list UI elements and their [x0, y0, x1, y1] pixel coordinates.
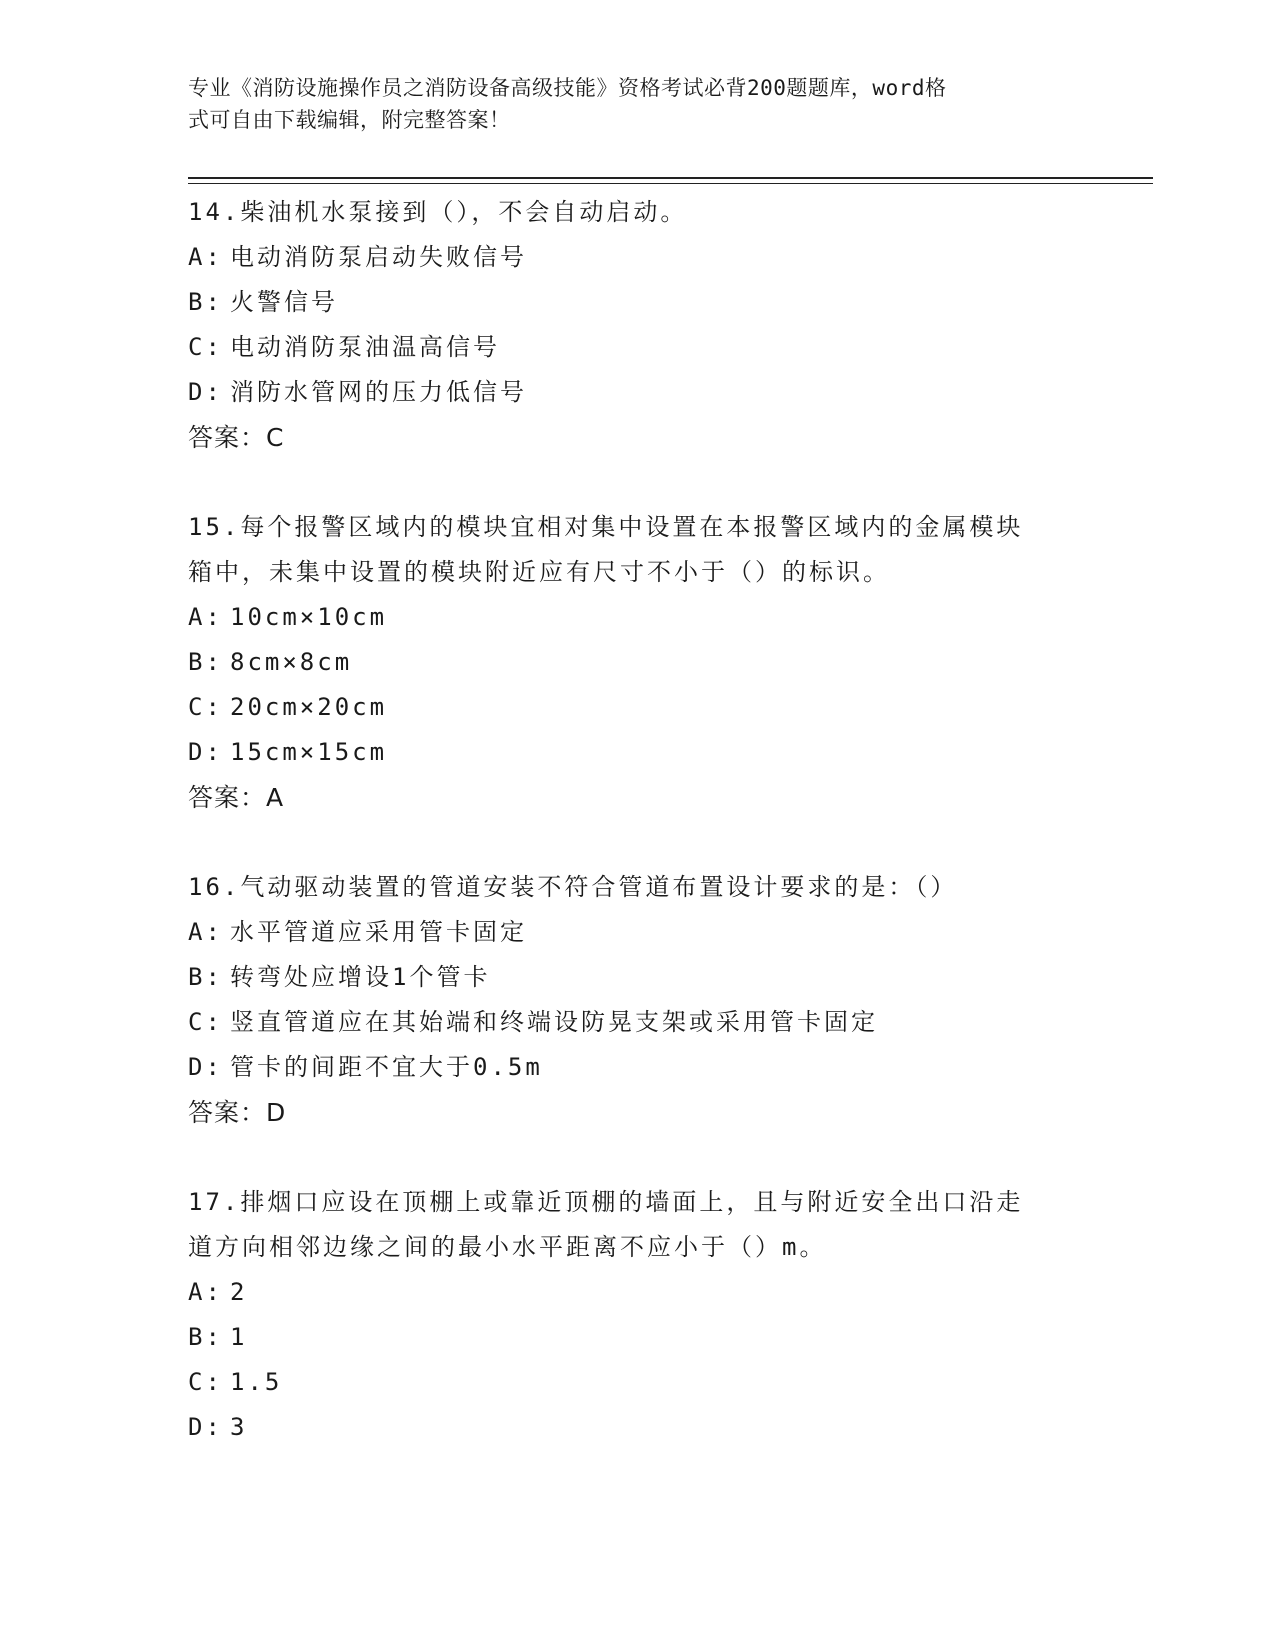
option-letter: D: — [188, 738, 223, 766]
option-row — [188, 280, 1088, 325]
option-letter: A: — [188, 603, 223, 631]
option-letter: D: — [188, 1053, 223, 1081]
option-text: 8cm×8cm — [230, 648, 353, 676]
answer-line: 答案：A — [188, 783, 285, 812]
option-row — [188, 1270, 1088, 1315]
option-letter: C: — [188, 693, 223, 721]
option-letter: C: — [188, 1368, 223, 1396]
option-text: 火警信号 — [230, 288, 338, 316]
option-text: 电动消防泵油温高信号 — [230, 333, 500, 361]
header-divider-thick — [188, 177, 1153, 179]
header-divider-thin — [188, 183, 1153, 184]
option-row — [188, 235, 1088, 280]
question-stem: 16.气动驱动装置的管道安装不符合管道布置设计要求的是：（） — [188, 873, 958, 901]
option-text: 20cm×20cm — [230, 693, 388, 721]
option-letter: B: — [188, 963, 223, 991]
question-block — [188, 1180, 1088, 1450]
option-row — [188, 1315, 1088, 1360]
header-line-1: 专业《消防设施操作员之消防设备高级技能》资格考试必背200题题库，word格 — [188, 76, 947, 100]
option-letter: A: — [188, 918, 223, 946]
option-row — [188, 1360, 1088, 1405]
option-row — [188, 1045, 1088, 1090]
option-row — [188, 325, 1088, 370]
question-list — [188, 190, 1088, 1495]
option-text: 转弯处应增设1个管卡 — [230, 963, 491, 991]
option-row — [188, 730, 1088, 775]
option-letter: A: — [188, 1278, 223, 1306]
option-letter: D: — [188, 1413, 223, 1441]
question-block — [188, 505, 1088, 820]
option-letter: A: — [188, 243, 223, 271]
question-stem: 17.排烟口应设在顶棚上或靠近顶棚的墙面上，且与附近安全出口沿走 — [188, 1188, 1024, 1216]
option-letter: C: — [188, 333, 223, 361]
option-row — [188, 595, 1088, 640]
question-block — [188, 865, 1088, 1135]
option-text: 电动消防泵启动失败信号 — [230, 243, 527, 271]
question-stem: 14.柴油机水泵接到（），不会自动启动。 — [188, 198, 688, 226]
option-text: 1.5 — [230, 1368, 283, 1396]
option-text: 水平管道应采用管卡固定 — [230, 918, 527, 946]
answer-line: 答案：C — [188, 423, 285, 452]
option-text: 管卡的间距不宜大于0.5m — [230, 1053, 543, 1081]
option-letter: B: — [188, 1323, 223, 1351]
option-text: 3 — [230, 1413, 248, 1441]
question-stem: 箱中，未集中设置的模块附近应有尺寸不小于（）的标识。 — [188, 558, 890, 586]
option-row — [188, 1405, 1088, 1450]
option-letter: D: — [188, 378, 223, 406]
option-text: 2 — [230, 1278, 248, 1306]
option-text: 1 — [230, 1323, 248, 1351]
option-row — [188, 370, 1088, 415]
option-row — [188, 685, 1088, 730]
question-stem: 15.每个报警区域内的模块宜相对集中设置在本报警区域内的金属模块 — [188, 513, 1024, 541]
question-stem: 道方向相邻边缘之间的最小水平距离不应小于（）m。 — [188, 1233, 827, 1261]
option-letter: C: — [188, 1008, 223, 1036]
option-letter: B: — [188, 288, 223, 316]
option-text: 15cm×15cm — [230, 738, 388, 766]
option-row — [188, 1000, 1088, 1045]
option-text: 10cm×10cm — [230, 603, 388, 631]
option-row — [188, 910, 1088, 955]
option-row — [188, 955, 1088, 1000]
option-text: 消防水管网的压力低信号 — [230, 378, 527, 406]
option-row — [188, 640, 1088, 685]
document-header — [188, 72, 1088, 136]
answer-line: 答案：D — [188, 1098, 287, 1127]
header-line-2: 式可自由下载编辑，附完整答案！ — [188, 108, 511, 132]
question-block — [188, 190, 1088, 460]
option-text: 竖直管道应在其始端和终端设防晃支架或采用管卡固定 — [230, 1008, 878, 1036]
option-letter: B: — [188, 648, 223, 676]
